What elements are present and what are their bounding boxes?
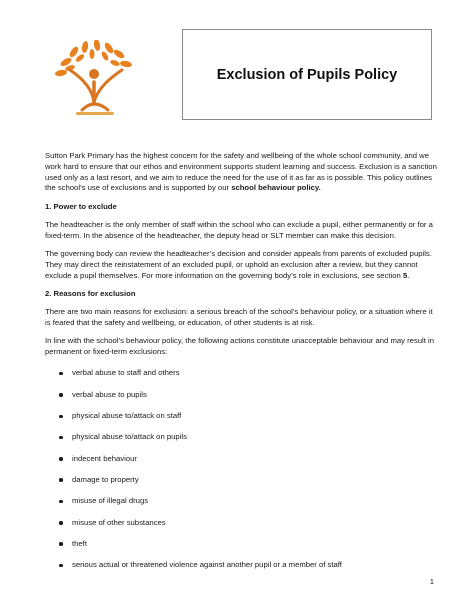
- section-ref: 5: [402, 270, 408, 280]
- list-item: indecent behaviour: [45, 454, 437, 465]
- list-item: verbal abuse to pupils: [45, 390, 437, 401]
- intro-text: Sutton Park Primary has the highest concern for the safety and wellbeing of the whole school community, and we work hard to ensure that our ethos and environment supports student learning and success. Exclusion is a sanction used only as a last resort, and we aim to reduce the need for the use of it as far as is possible. This policy outlines the school’s use of exclusions and is supported by our: [45, 151, 437, 193]
- section1-para2-end: .: [407, 270, 410, 280]
- section2-para2: In line with the school’s behaviour policy, the following actions constitute unacceptable behaviour and may result in permanent or fixed-term exclusions:: [45, 336, 435, 357]
- list-item: damage to property: [45, 475, 437, 486]
- page-title: Exclusion of Pupils Policy: [216, 66, 398, 83]
- intro-bold: school behaviour policy.: [231, 183, 321, 193]
- list-item: serious actual or threatened violence against another pupil or a member of staff: [45, 560, 437, 571]
- intro-paragraph: [45, 151, 437, 194]
- tree-logo-icon: [52, 40, 138, 120]
- behaviour-list: [45, 368, 437, 570]
- section1-para1: The headteacher is the only member of staff within the school who can exclude a pupil, either permanently or for a fixed-term. In the absence of the headteacher, the deputy head or SLT member can make this decision.: [45, 219, 433, 240]
- list-item: verbal abuse to staff and others: [45, 368, 437, 379]
- document-body: [45, 151, 437, 581]
- section1-para2: [45, 249, 437, 281]
- list-item: misuse of illegal drugs: [45, 496, 437, 507]
- section1-para2-text: The governing body can review the headteacher’s decision and consider appeals from parents of excluded pupils. They may direct the reinstatement of an excluded pupil, or uphold an exclusion after a review, but they cannot exclude a pupil themselves. For more information on the governing body’s role in exclusions, see section: [45, 249, 432, 280]
- list-item: misuse of other substances: [45, 518, 437, 529]
- list-item: physical abuse to/attack on staff: [45, 411, 437, 422]
- section2-heading: 2. Reasons for exclusion: [45, 288, 136, 298]
- section2-para1: There are two main reasons for exclusion: a serious breach of the school’s behaviour policy, or a situation where it is feared that the safety and wellbeing, or education, of other students is at risk.: [45, 307, 433, 328]
- section1-heading: 1. Power to exclude: [45, 201, 117, 211]
- page-number: 1: [429, 577, 434, 586]
- list-item: physical abuse to/attack on pupils: [45, 432, 437, 443]
- title-box: [182, 29, 432, 120]
- list-item: theft: [45, 539, 437, 550]
